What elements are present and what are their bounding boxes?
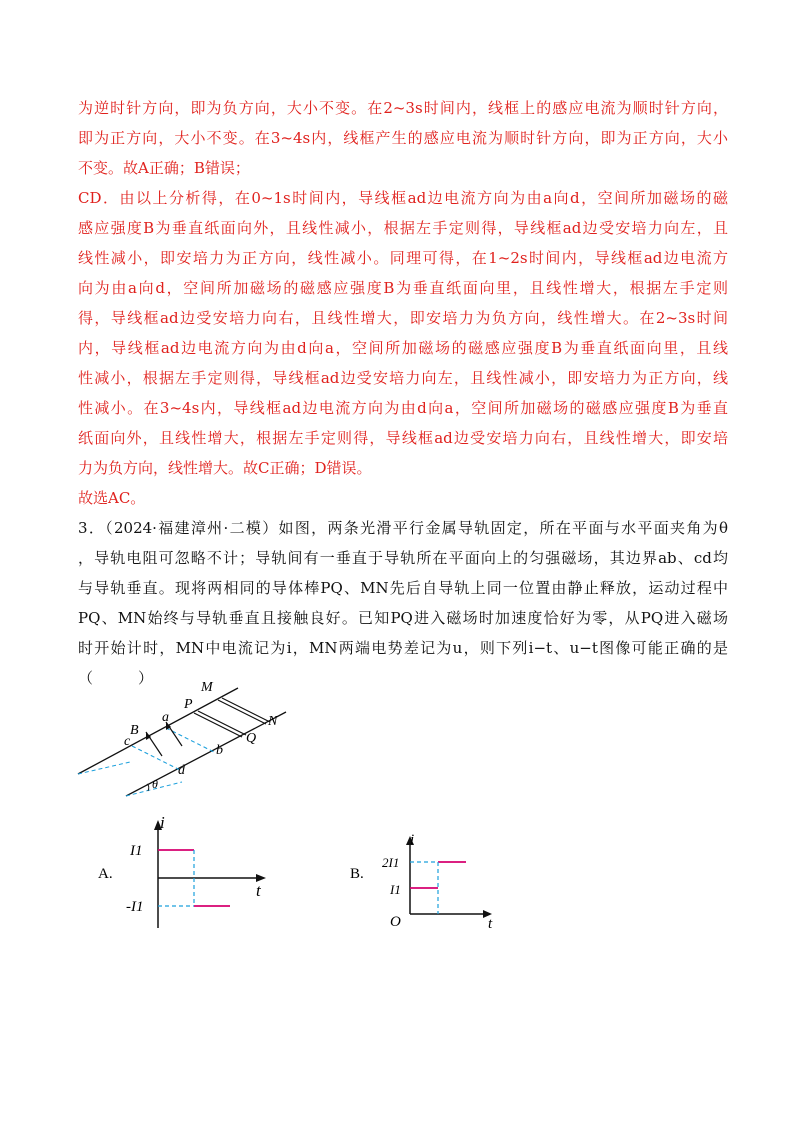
bar-pq-front <box>198 711 246 735</box>
boundary-ab <box>166 728 214 752</box>
label-c: c <box>124 734 131 749</box>
boundary-cd <box>132 746 180 770</box>
option-b-label: B. <box>350 866 364 882</box>
x-axis-label: t <box>256 881 261 900</box>
bar-mn-back <box>218 700 266 724</box>
bar-pq-back <box>194 713 242 737</box>
solution-line-10: 性减小，根据左手定则得，导线框ad边受安培力向左，且线性减小，即安培力为正方向，线 <box>78 369 728 387</box>
x-axis-label: t <box>488 916 493 932</box>
tick-label-bottom: -I1 <box>126 899 144 915</box>
label-m: M <box>201 680 213 695</box>
chart-option-b <box>380 830 505 934</box>
solution-line-3: 不变。故A正确；B错误； <box>78 159 250 177</box>
question-line-2: ，导轨电阻可忽略不计；导轨间有一垂直于导轨所在平面向上的匀强磁场，其边界ab、cd均 <box>78 549 728 567</box>
tick-label-top: I1 <box>130 843 143 859</box>
solution-line-1: 为逆时针方向，即为负方向，大小不变。在2~3s时间内，线框上的感应电流为顺时针方向， <box>78 99 728 117</box>
solution-line-9: 内，导线框ad边电流方向为由d向a，空间所加磁场的磁感应强度B为垂直纸面向里，且线 <box>78 339 728 357</box>
chart-option-a <box>126 812 276 932</box>
label-q: Q <box>246 731 257 746</box>
bar-mn-front <box>222 698 270 722</box>
label-n: N <box>268 714 278 729</box>
solution-line-8: 得，导线框ad边受安培力向右，且线性增大，即安培力为负方向，线性增大。在2~3s时间 <box>78 309 728 327</box>
solution-line-12: 纸面向外，且线性增大，根据左手定则得，导线框ad边受安培力向右，且线性增大，即安培 <box>78 429 728 447</box>
solution-line-7: 向为由a向d，空间所加磁场的磁感应强度B为垂直纸面向里，且线性增大，根据左手定则 <box>78 279 728 297</box>
origin-label: O <box>390 914 401 930</box>
solution-line-11: 性减小。在3~4s内，导线框ad边电流方向为由d向a，空间所加磁场的磁感应强度B为垂直 <box>78 399 728 417</box>
answer-line: 故选AC。 <box>78 489 146 507</box>
question-line-1: 3．（2024·福建漳州·二模）如图，两条光滑平行金属导轨固定，所在平面与水平面夹角为θ <box>78 519 728 537</box>
tick-label-bottom: I1 <box>390 882 401 897</box>
horizontal-ref-left <box>78 762 130 774</box>
label-d: d <box>178 763 185 778</box>
solution-line-6: 线性减小，即安培力为正方向，线性减小。同理可得，在1~2s时间内，导线框ad边电流方 <box>78 249 728 267</box>
y-axis-label: i <box>410 832 415 848</box>
question-line-5: 时开始计时，MN中电流记为i，MN两端电势差记为u，则下列i−t、u−t图像可能正确的是 <box>78 639 728 657</box>
label-p: P <box>184 697 193 712</box>
label-b-field: B <box>130 723 139 738</box>
question-line-6: （ ） <box>78 669 154 687</box>
y-axis-label: i <box>160 813 165 832</box>
tick-label-top: 2I1 <box>382 855 400 870</box>
option-a-label: A. <box>98 866 113 882</box>
solution-line-5: 感应强度B为垂直纸面向外，且线性减小，根据左手定则得，导线框ad边受安培力向左，且 <box>78 219 728 237</box>
label-theta: θ <box>152 777 158 791</box>
rail-upper <box>78 688 238 774</box>
question-line-3: 与导轨垂直。现将两相同的导体棒PQ、MN先后自导轨上同一位置由静止释放，运动过程中 <box>78 579 728 597</box>
label-a: a <box>162 710 169 725</box>
question-line-4: PQ、MN始终与导轨垂直且接触良好。已知PQ进入磁场时加速度恰好为零，从PQ进入磁场 <box>78 609 728 627</box>
rail-lower <box>126 712 286 796</box>
label-b: b <box>216 743 223 758</box>
solution-line-2: 即为正方向，大小不变。在3~4s内，线框产生的感应电流为顺时针方向，即为正方向，大小 <box>78 129 728 147</box>
solution-line-13: 力为负方向，线性增大。故C正确；D错误。 <box>78 459 372 477</box>
rail-diagram <box>70 678 310 806</box>
solution-line-4: CD．由以上分析得，在0~1s时间内，导线框ad边电流方向为由a向d，空间所加磁场的磁 <box>78 189 728 207</box>
